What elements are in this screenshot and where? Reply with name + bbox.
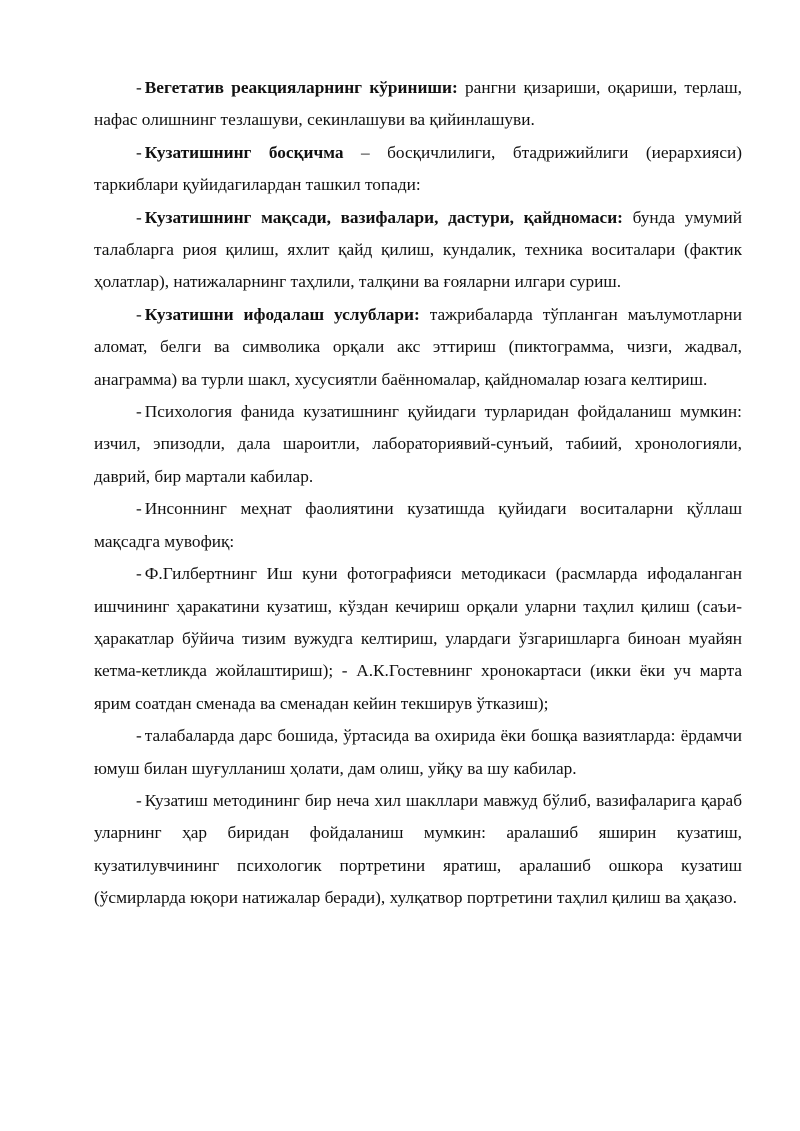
paragraph-expression-methods: [94, 299, 742, 396]
list-dash: -: [136, 78, 142, 97]
bold-term: Кузатишни ифодалаш услублари:: [144, 304, 420, 324]
paragraph-observation-goals: [94, 202, 742, 299]
list-dash: -: [136, 790, 142, 810]
list-dash: -: [136, 402, 142, 422]
document-page: [94, 72, 742, 915]
paragraph-observation-forms: [94, 785, 742, 915]
list-dash: -: [136, 304, 142, 324]
paragraph-text: Кузатиш методининг бир неча хил шакллари мавжуд бўлиб, вазифаларига қараб уларнинг ҳар биридан фойдаланиш мумкин: аралашиб яширин кузатиш, кузатилувчининг психологик портретини яратиш, аралашиб ошкора кузатиш (ўсмирларда юқори натижалар беради), хулқатвор портретини таҳлил қилиш ва ҳақазо.: [94, 790, 742, 908]
paragraph-text: талабаларда дарс бошида, ўртасида ва охирида ёки бошқа вазиятларда: ёрдамчи юмуш билан шуғулланиш ҳолати, дам олиш, уйқу ва шу кабилар.: [94, 726, 742, 778]
paragraph-observation-types: [94, 396, 742, 493]
paragraph-text: рангни қизариши, оқариши, терлаш, нафас олишнинг тезлашуви, секинлашуви ва қийинлашуви.: [94, 78, 742, 130]
list-dash: -: [136, 142, 142, 162]
paragraph-students-observation: [94, 720, 742, 785]
paragraph-gilbreth-method: [94, 558, 742, 720]
list-dash: -: [136, 726, 142, 746]
paragraph-text: Инсоннинг меҳнат фаолиятини кузатишда қуйидаги воситаларни қўллаш мақсадга мувофиқ:: [94, 499, 742, 551]
bold-term: Кузатишнинг мақсади, вазифалари, дастури, қайдномаси:: [144, 207, 623, 227]
paragraph-text: Психология фанида кузатишнинг қуйидаги турларидан фойдаланиш мумкин: изчил, эпизодли, дала шароитли, лабораториявий-сунъий, табиий, хронологияли, даврий, бир мартали кабилар.: [94, 402, 742, 486]
paragraph-text: Ф.Гилбертнинг Иш куни фотографияси методикаси (расмларда ифодаланган ишчининг ҳаракатини кузатиш, кўздан кечириш орқали уларни таҳлил қилиш (саъи- ҳаракатлар бўйича тизим вужудга келтириш, улардаги ўзгаришларга биноан муайян кетма-кетликда жойлаштириш); - А.К.Гостевнинг хронокартаси (икки ёки уч марта ярим соатдан сменада ва сменадан кейин текширув ўтказиш);: [94, 564, 742, 713]
bold-term: Вегетатив реакцияларнинг кўриниши:: [144, 78, 458, 97]
paragraph-text: – босқичлилиги, бтадрижийлиги (иерархияси) таркиблари қуйидагилардан ташкил топади:: [94, 142, 742, 195]
bold-term: Кузатишнинг босқичма: [144, 142, 344, 162]
list-dash: -: [136, 499, 142, 519]
list-dash: -: [136, 207, 142, 227]
paragraph-text: бунда умумий талабларга риоя қилиш, яхлит қайд қилиш, кундалик, техника воситалари (фактик ҳолатлар), натижаларнинг таҳлили, талқини ва ғояларни илгари суриш.: [94, 207, 742, 292]
paragraph-vegetative-reactions: [94, 72, 742, 137]
paragraph-labor-activity: [94, 493, 742, 558]
paragraph-observation-stages: [94, 137, 742, 202]
paragraph-text: тажрибаларда тўпланган маълумотларни аломат, белги ва символика орқали акс эттириш (пиктограмма, чизги, жадвал, анаграмма) ва турли шакл, хусусиятли баённомалар, қайдномалар юзага келтириш.: [94, 304, 742, 389]
list-dash: -: [136, 564, 142, 584]
